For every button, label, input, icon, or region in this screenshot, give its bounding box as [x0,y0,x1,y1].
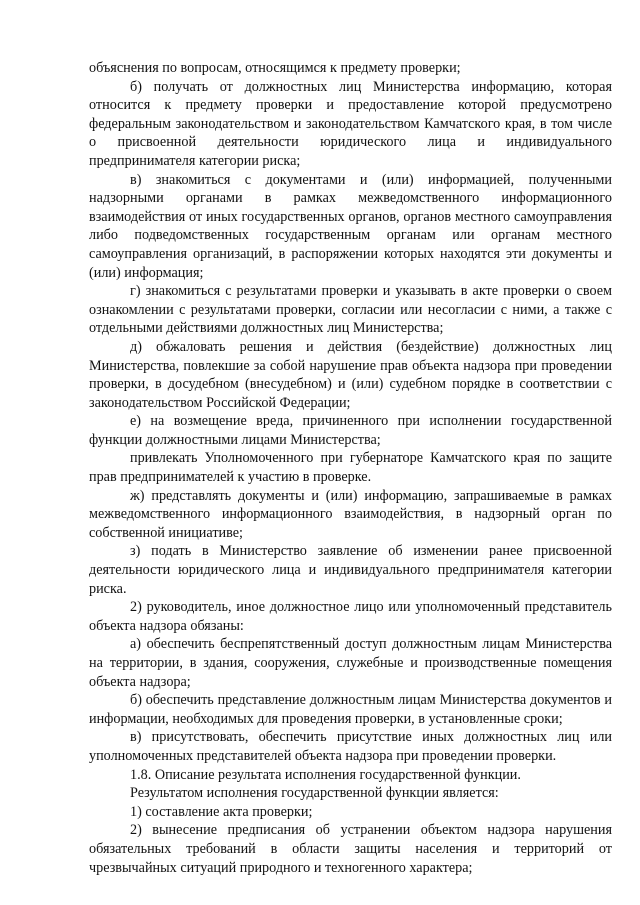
paragraph-right-zh: ж) представлять документы и (или) информацию, запрашиваемые в рамках межведомственного информационного взаимодействия, в надзорный орган по собственной инициативе; [89,487,612,541]
paragraph-right-d: д) обжаловать решения и действия (бездействие) должностных лиц Министерства, повлекшие за собой нарушение прав объекта надзора при проведении проверки, в досудебном (внесудебном) и (или) судебном порядке в соответствии с законодательством Российской Федерации; [89,338,612,411]
paragraph-obligation-v: в) присутствовать, обеспечить присутствие иных должностных лиц или уполномоченных представителей объекта надзора при проведении проверки. [89,729,612,764]
paragraph-right-g: г) знакомиться с результатами проверки и указывать в акте проверки о своем ознакомлении с результатами проверки, согласии или несогласии с ними, а также с отдельными действиями должностных лиц Министерства; [89,283,612,337]
paragraph-obligations-intro: 2) руководитель, иное должностное лицо или уполномоченный представитель объекта надзора обязаны: [89,599,612,634]
paragraph-right-v: в) знакомиться с документами и (или) информацией, полученными надзорными органами в рамках межведомственного информационного взаимодействия от иных государственных органов, органов местного самоуправления либо подведомственных государственным органам или органам местного самоуправления организаций, в распоряжении которых находятся эти документы и (или) информация; [89,171,612,281]
document-page [89,59,612,877]
section-heading-1-8: 1.8. Описание результата исполнения государственной функции. [130,766,521,783]
paragraph-right-z: з) подать в Министерство заявление об изменении ранее присвоенной деятельности юридического лица и индивидуального предпринимателя категории риска. [89,543,612,597]
paragraph-obligation-a: а) обеспечить беспрепятственный доступ должностным лицам Министерства на территории, в здания, сооружения, служебные и производственные помещения объекта надзора; [89,636,612,690]
paragraph-obligation-b: б) обеспечить представление должностным лицам Министерства документов и информации, необходимых для проведения проверки, в установленные сроки; [89,692,612,727]
paragraph-continuation: объяснения по вопросам, относящимся к предмету проверки; [89,60,461,76]
paragraph-right-b: б) получать от должностных лиц Министерства информацию, которая относится к предмету проверки и предоставление которой предусмотрено федеральным законодательством и законодательством Камчатского края, в том числе о присвоенной деятельности юридического лица и индивидуального предпринимателя категории риска; [89,78,612,169]
paragraph-result-1: 1) составление акта проверки; [130,803,313,820]
paragraph-ombudsman: привлекать Уполномоченного при губернаторе Камчатского края по защите прав предпринимателей к участию в проверке. [89,450,612,486]
paragraph-result-intro: Результатом исполнения государственной функции является: [130,785,499,802]
paragraph-result-2: 2) вынесение предписания об устранении объектом надзора нарушения обязательных требований в области защиты населения и территорий от чрезвычайных ситуаций природного и техногенного характера; [89,822,612,876]
paragraph-right-e: е) на возмещение вреда, причиненного при исполнении государственной функции должностными лицами Министерства; [89,413,612,448]
